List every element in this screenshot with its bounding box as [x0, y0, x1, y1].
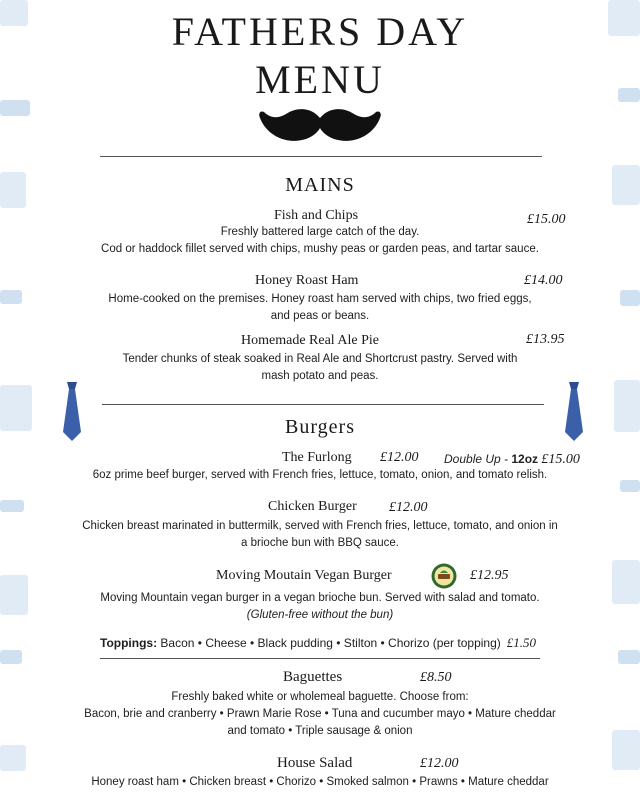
double-up-price: £15.00 [541, 452, 580, 467]
dish-name-honey-roast-ham: Honey Roast Ham [255, 273, 359, 288]
desc-line: Moving Mountain vegan burger in a vegan brioche bun. Served with salad and tomato. [100, 592, 540, 604]
side-stripe [0, 290, 22, 304]
desc-line: 6oz prime beef burger, served with French fries, lettuce, tomato, onion, and tomato relish. [92, 469, 548, 481]
dish-price-baguettes: £8.50 [420, 670, 452, 685]
desc-line: Freshly baked white or wholemeal baguette. Choose from: [171, 691, 469, 703]
divider [100, 156, 542, 157]
double-up-label: Double Up - [444, 452, 512, 466]
desc-line: Tender chunks of steak soaked in Real Ale and Shortcrust pastry. Served with [122, 353, 518, 365]
desc-line: Chicken breast marinated in buttermilk, served with French fries, lettuce, tomato, and onion in [82, 520, 558, 532]
toppings-line [100, 635, 536, 651]
desc-line: Home-cooked on the premises. Honey roast ham served with chips, two fried eggs, [108, 293, 532, 305]
dish-description [50, 774, 590, 791]
toppings-price: £1.50 [506, 635, 537, 650]
desc-line: Bacon, brie and cranberry • Prawn Marie Rose • Tuna and cucumber mayo • Mature cheddar [84, 708, 556, 720]
side-stripe [0, 650, 22, 664]
section-heading-mains: MAINS [285, 174, 355, 196]
dish-note: (Gluten-free without the bun) [246, 609, 394, 621]
dish-name-house-salad: House Salad [277, 755, 353, 771]
dish-price-house-salad: £12.00 [420, 756, 459, 771]
dish-price-chicken-burger: £12.00 [389, 500, 428, 515]
dish-price-vegan-burger: £12.95 [470, 568, 509, 583]
menu-title-line2: MENU [255, 57, 385, 102]
dish-price-real-ale-pie: £13.95 [526, 332, 565, 347]
dish-name-real-ale-pie: Homemade Real Ale Pie [241, 333, 380, 348]
dish-price-the-furlong: £12.00 [380, 450, 419, 465]
dish-name-baguettes: Baguettes [283, 669, 343, 685]
divider [100, 658, 540, 659]
desc-line: and peas or beans. [270, 310, 370, 322]
dish-description [40, 518, 600, 552]
dish-description [40, 291, 600, 325]
double-up-option [444, 452, 580, 468]
side-stripe [0, 500, 24, 512]
menu-title-line1: FATHERS DAY [171, 9, 469, 54]
dish-name-vegan-burger: Moving Moutain Vegan Burger [216, 568, 392, 583]
side-stripe [612, 730, 640, 770]
toppings-label: Toppings: [100, 636, 158, 650]
divider [102, 404, 544, 405]
dish-name-chicken-burger: Chicken Burger [268, 499, 357, 514]
desc-line: Freshly battered large catch of the day. [220, 226, 420, 238]
side-stripe [620, 290, 640, 306]
side-stripe [612, 560, 640, 604]
toppings-list: Bacon • Cheese • Black pudding • Stilton • Chorizo (per topping) [157, 636, 501, 650]
dish-price-honey-roast-ham: £14.00 [524, 273, 563, 288]
dish-name-the-furlong: The Furlong [282, 450, 352, 465]
dish-description [50, 689, 590, 740]
side-stripe [0, 745, 26, 771]
desc-line: Honey roast ham • Chicken breast • Chorizo • Smoked salmon • Prawns • Mature cheddar [91, 776, 549, 788]
dish-description [40, 467, 600, 484]
dish-description [40, 590, 600, 624]
desc-line: mash potato and peas. [261, 370, 379, 382]
double-up-size: 12oz [511, 452, 539, 466]
desc-line: Cod or haddock fillet served with chips, mushy peas or garden peas, and tartar sauce. [101, 243, 539, 255]
dish-description [40, 351, 600, 385]
dish-description [40, 224, 600, 258]
desc-line: a brioche bun with BBQ sauce. [241, 537, 399, 549]
side-stripe [620, 480, 640, 492]
dish-price-fish-and-chips: £15.00 [527, 212, 566, 227]
dish-name-fish-and-chips: Fish and Chips [274, 208, 359, 223]
mustache-icon [258, 104, 382, 148]
side-stripe [0, 575, 28, 615]
desc-line: and tomato • Triple sausage & onion [227, 725, 413, 737]
vegan-badge-icon [431, 563, 457, 589]
section-heading-burgers: Burgers [285, 416, 355, 438]
side-stripe [618, 650, 640, 664]
